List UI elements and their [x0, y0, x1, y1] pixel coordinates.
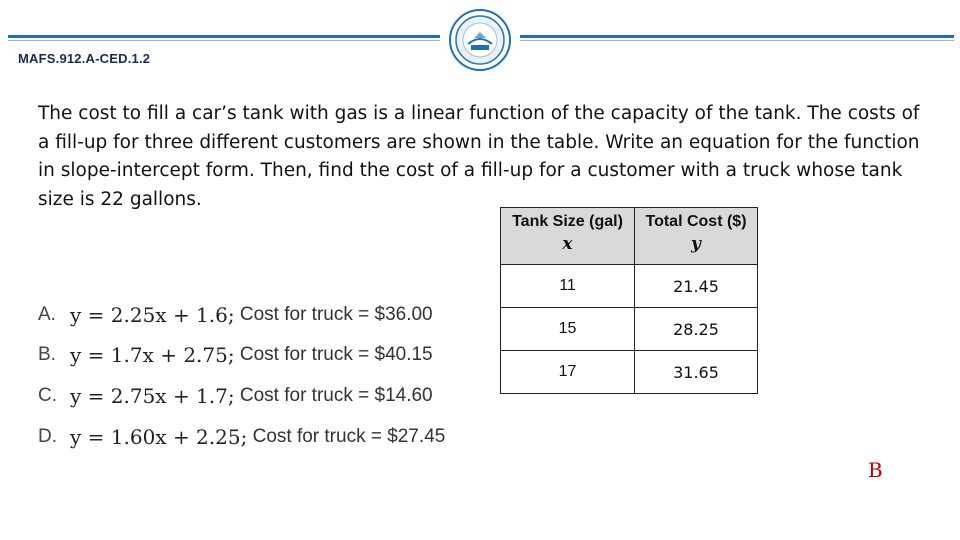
table-cell-y: 21.45	[635, 265, 758, 308]
choice-equation: y = 1.60x + 2.25;	[70, 425, 248, 449]
table-cell-x: 11	[501, 265, 635, 308]
header-bar-left	[8, 35, 440, 38]
choice-letter: C.	[38, 385, 57, 406]
choice-a	[38, 299, 433, 331]
choice-equation: y = 1.7x + 2.75;	[70, 343, 235, 367]
table-cell-y: 31.65	[635, 351, 758, 394]
table-row	[501, 265, 758, 308]
header-bar-left-thin	[8, 40, 440, 41]
choice-cost: Cost for truck = $14.60	[234, 385, 433, 406]
table-cell-x: 17	[501, 351, 635, 394]
choice-equation: y = 2.75x + 1.7;	[70, 384, 235, 408]
choice-equation: y = 2.25x + 1.6;	[70, 303, 235, 327]
school-seal-icon	[446, 8, 514, 72]
header-tank-size	[501, 208, 635, 265]
header-bar-right-thin	[520, 40, 954, 41]
header-label: Total Cost ($)	[645, 213, 747, 230]
header-total-cost	[635, 208, 758, 265]
choice-cost: Cost for truck = $27.45	[247, 426, 446, 447]
answer-key: B	[868, 458, 883, 482]
header-var: x	[562, 234, 573, 254]
table-row	[501, 308, 758, 351]
header-var: y	[691, 234, 701, 254]
header-bar-right	[520, 35, 954, 38]
choice-c	[38, 380, 433, 412]
table-cell-y: 28.25	[635, 308, 758, 351]
problem-text: The cost to fill a car’s tank with gas is a linear function of the capacity of the tank. The costs of a fill-up for three different customers are shown in the table. Write an equation for the function in slope-intercept form. Then, find the cost of a fill-up for a customer with a truck whose tank size is 22 gallons.	[38, 103, 920, 210]
choice-d	[38, 421, 445, 453]
choice-letter: B.	[38, 344, 56, 365]
table-cell-x: 15	[501, 308, 635, 351]
choice-letter: D.	[38, 426, 57, 447]
table-header-row	[501, 208, 758, 265]
table-row	[501, 351, 758, 394]
choice-cost: Cost for truck = $40.15	[234, 344, 433, 365]
data-table	[500, 207, 758, 394]
header-label: Tank Size (gal)	[512, 213, 623, 230]
choice-b	[38, 339, 433, 371]
choice-cost: Cost for truck = $36.00	[234, 304, 433, 325]
choice-letter: A.	[38, 304, 56, 325]
standard-code: MAFS.912.A-CED.1.2	[18, 51, 151, 66]
